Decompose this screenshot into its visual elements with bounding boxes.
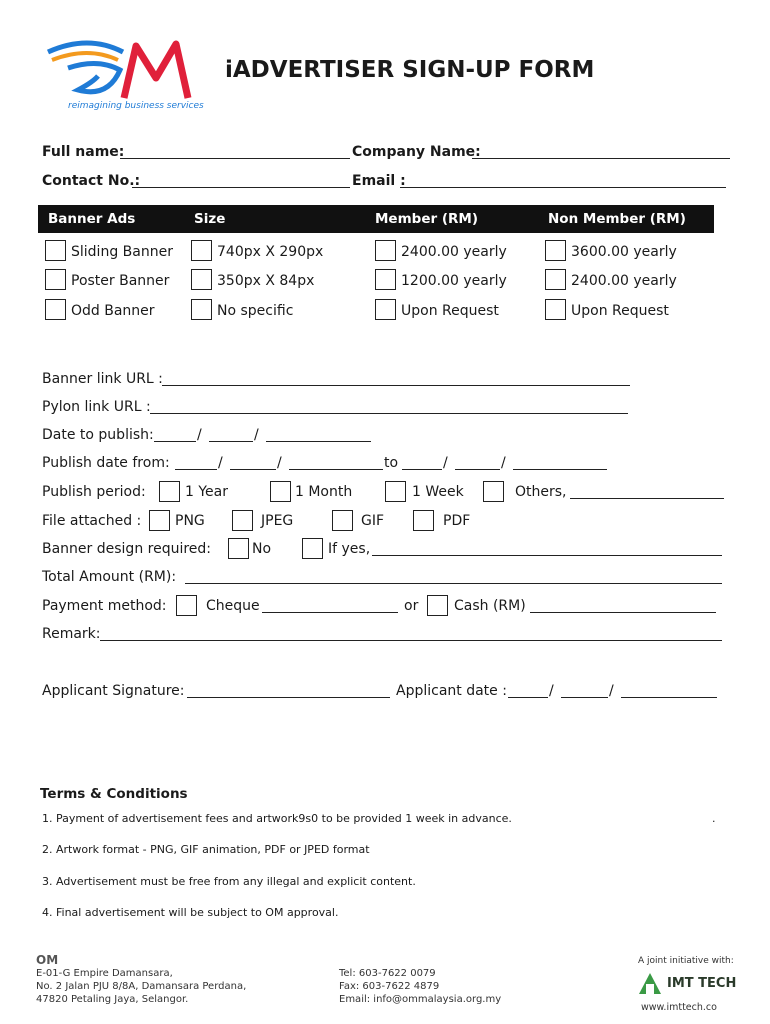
- cheque-checkbox[interactable]: [176, 595, 197, 616]
- banner-link-field[interactable]: [162, 385, 630, 386]
- period-1-week-label: 1 Week: [412, 484, 464, 500]
- applicant-month-field[interactable]: [561, 697, 608, 698]
- from-day-field[interactable]: [175, 469, 217, 470]
- footer-address-1: E-01-G Empire Damansara,: [36, 968, 173, 979]
- company-name-label: Company Name:: [352, 144, 481, 160]
- design-required-label: Banner design required:: [42, 541, 212, 557]
- payment-method-label: Payment method:: [42, 598, 167, 614]
- pylon-link-field[interactable]: [150, 413, 628, 414]
- poster-banner-checkbox[interactable]: [45, 269, 66, 290]
- header-non-member: Non Member (RM): [548, 211, 686, 227]
- cheque-field[interactable]: [262, 612, 398, 613]
- email-label: Email :: [352, 173, 406, 189]
- member-checkbox[interactable]: [375, 240, 396, 261]
- contact-no-label: Contact No.:: [42, 173, 141, 189]
- banner-size: 350px X 84px: [217, 273, 315, 289]
- imt-tech-name: IMT TECH: [667, 976, 737, 991]
- design-no-checkbox[interactable]: [228, 538, 249, 559]
- cheque-label: Cheque: [206, 598, 260, 614]
- form-title: iADVERTISER SIGN-UP FORM: [225, 57, 595, 83]
- non-member-price: 2400.00 yearly: [571, 273, 677, 289]
- full-name-label: Full name:: [42, 144, 125, 160]
- date-slash: /: [501, 455, 506, 471]
- cash-checkbox[interactable]: [427, 595, 448, 616]
- member-price: 1200.00 yearly: [401, 273, 507, 289]
- file-png-label: PNG: [175, 513, 205, 529]
- date-slash: /: [254, 427, 259, 443]
- design-no-label: No: [252, 541, 272, 557]
- period-others-field[interactable]: [570, 498, 724, 499]
- imt-tech-logo-icon: [637, 970, 663, 996]
- design-if-yes-field[interactable]: [372, 555, 722, 556]
- company-name-field[interactable]: [472, 158, 730, 159]
- from-year-field[interactable]: [289, 469, 383, 470]
- date-slash: /: [197, 427, 202, 443]
- remark-label: Remark:: [42, 626, 101, 642]
- email-field[interactable]: [400, 187, 726, 188]
- file-jpeg-checkbox[interactable]: [232, 510, 253, 531]
- banner-name: Poster Banner: [71, 273, 170, 289]
- member-price: Upon Request: [401, 303, 499, 319]
- header-member: Member (RM): [375, 211, 479, 227]
- banner-size: No specific: [217, 303, 294, 319]
- total-amount-field[interactable]: [185, 583, 722, 584]
- date-slash: /: [609, 683, 614, 699]
- period-1-year-checkbox[interactable]: [159, 481, 180, 502]
- footer-email: Email: info@ommalaysia.org.my: [339, 994, 502, 1005]
- date-slash: /: [549, 683, 554, 699]
- header-size: Size: [194, 211, 226, 227]
- period-others-checkbox[interactable]: [483, 481, 504, 502]
- period-others-label: Others,: [515, 484, 567, 500]
- date-to-publish-label: Date to publish:: [42, 427, 154, 443]
- design-yes-checkbox[interactable]: [302, 538, 323, 559]
- banner-name: Sliding Banner: [71, 244, 173, 260]
- footer-address-2: No. 2 Jalan PJU 8/8A, Damansara Perdana,: [36, 981, 247, 992]
- banner-size: 740px X 290px: [217, 244, 324, 260]
- or-label: or: [404, 598, 419, 614]
- non-member-price: 3600.00 yearly: [571, 244, 677, 260]
- applicant-year-field[interactable]: [621, 697, 717, 698]
- joint-initiative-label: A joint initiative with:: [638, 956, 734, 966]
- terms-item-2: 2. Artwork format - PNG, GIF animation, PDF or JPED format: [42, 843, 370, 856]
- member-price: 2400.00 yearly: [401, 244, 507, 260]
- file-jpeg-label: JPEG: [261, 513, 294, 529]
- file-pdf-checkbox[interactable]: [413, 510, 434, 531]
- size-checkbox[interactable]: [191, 269, 212, 290]
- terms-dot: .: [712, 812, 716, 825]
- publish-period-label: Publish period:: [42, 484, 146, 500]
- size-checkbox[interactable]: [191, 240, 212, 261]
- date-year-field[interactable]: [266, 441, 371, 442]
- header-banner-ads: Banner Ads: [48, 211, 136, 227]
- imt-tech-url: www.imttech.co: [641, 1002, 717, 1013]
- size-checkbox[interactable]: [191, 299, 212, 320]
- applicant-day-field[interactable]: [508, 697, 548, 698]
- cash-field[interactable]: [530, 612, 716, 613]
- banner-table-header: [38, 205, 714, 233]
- contact-no-field[interactable]: [132, 187, 350, 188]
- non-member-price: Upon Request: [571, 303, 669, 319]
- footer-tel: Tel: 603-7622 0079: [339, 968, 436, 979]
- full-name-field[interactable]: [120, 158, 350, 159]
- banner-link-label: Banner link URL :: [42, 371, 163, 387]
- file-attached-label: File attached :: [42, 513, 142, 529]
- period-1-week-checkbox[interactable]: [385, 481, 406, 502]
- date-slash: /: [218, 455, 223, 471]
- sliding-banner-checkbox[interactable]: [45, 240, 66, 261]
- total-amount-label: Total Amount (RM):: [42, 569, 177, 585]
- non-member-checkbox[interactable]: [545, 240, 566, 261]
- from-month-field[interactable]: [230, 469, 276, 470]
- cash-label: Cash (RM): [454, 598, 526, 614]
- footer-fax: Fax: 603-7622 4879: [339, 981, 440, 992]
- applicant-signature-label: Applicant Signature:: [42, 683, 185, 699]
- file-gif-label: GIF: [361, 513, 385, 529]
- period-1-month-label: 1 Month: [295, 484, 353, 500]
- to-year-field[interactable]: [513, 469, 607, 470]
- member-checkbox[interactable]: [375, 299, 396, 320]
- banner-name: Odd Banner: [71, 303, 155, 319]
- to-day-field[interactable]: [402, 469, 442, 470]
- file-png-checkbox[interactable]: [149, 510, 170, 531]
- om-logo-mark: [38, 38, 203, 100]
- to-label: to: [384, 455, 399, 471]
- remark-field[interactable]: [100, 640, 722, 641]
- non-member-checkbox[interactable]: [545, 299, 566, 320]
- terms-item-3: 3. Advertisement must be free from any illegal and explicit content.: [42, 875, 416, 888]
- publish-date-from-label: Publish date from:: [42, 455, 170, 471]
- terms-title: Terms & Conditions: [40, 786, 188, 802]
- to-month-field[interactable]: [455, 469, 500, 470]
- date-day-field[interactable]: [154, 441, 196, 442]
- logo-tagline: reimagining business services: [68, 101, 204, 111]
- period-1-year-label: 1 Year: [185, 484, 228, 500]
- date-slash: /: [443, 455, 448, 471]
- date-month-field[interactable]: [209, 441, 253, 442]
- footer-address-3: 47820 Petaling Jaya, Selangor.: [36, 994, 189, 1005]
- imt-tech-logo: [637, 970, 737, 998]
- non-member-checkbox[interactable]: [545, 269, 566, 290]
- om-logo: [38, 38, 203, 114]
- file-pdf-label: PDF: [443, 513, 471, 529]
- footer-company: OM: [36, 953, 59, 967]
- period-1-month-checkbox[interactable]: [270, 481, 291, 502]
- applicant-date-label: Applicant date :: [396, 683, 507, 699]
- date-slash: /: [277, 455, 282, 471]
- terms-item-1: 1. Payment of advertisement fees and artwork9s0 to be provided 1 week in advance.: [42, 812, 512, 825]
- applicant-signature-field[interactable]: [187, 697, 390, 698]
- member-checkbox[interactable]: [375, 269, 396, 290]
- file-gif-checkbox[interactable]: [332, 510, 353, 531]
- pylon-link-label: Pylon link URL :: [42, 399, 151, 415]
- design-if-yes-label: If yes,: [328, 541, 371, 557]
- odd-banner-checkbox[interactable]: [45, 299, 66, 320]
- terms-item-4: 4. Final advertisement will be subject to OM approval.: [42, 906, 339, 919]
